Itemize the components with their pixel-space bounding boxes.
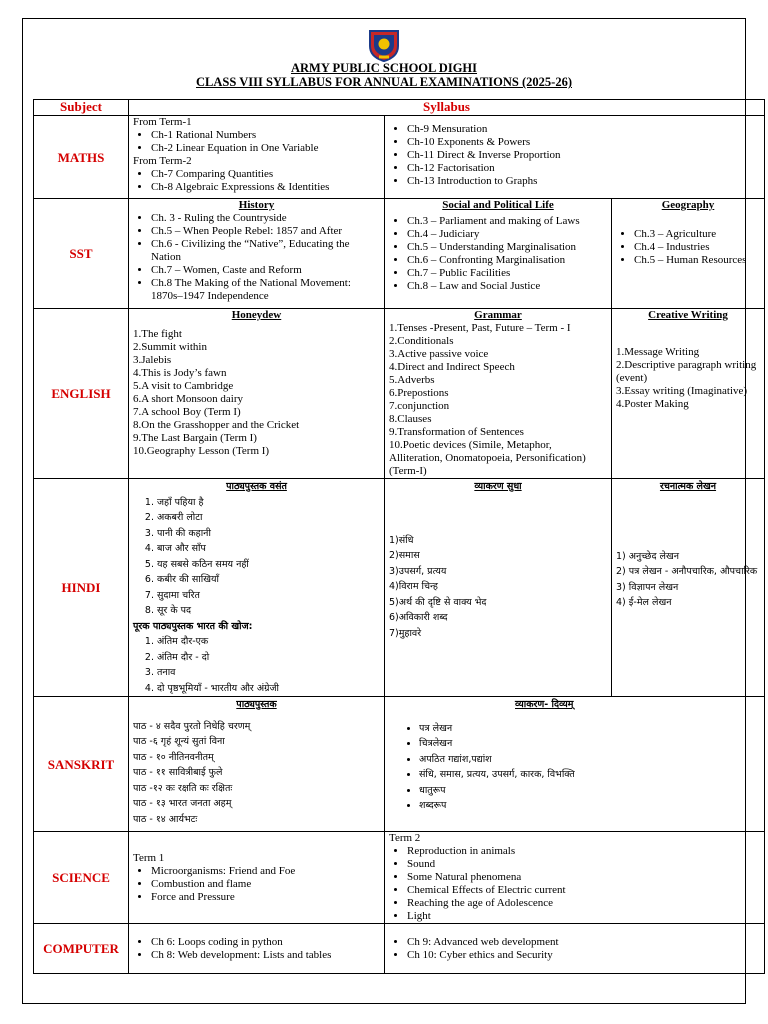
list-item: • Ch 9: Advanced web development xyxy=(407,936,760,949)
list-item: पाठ - १० नीतिनवनीतम् xyxy=(133,751,214,763)
list-item: 5. यह सबसे कठिन समय नहीं xyxy=(157,557,380,573)
sanskrit-book-cell xyxy=(129,697,385,832)
column-heading: History xyxy=(238,199,275,211)
list-item: 10.Poetic devices (Simile, Metaphor, Alliteration, Onomatopoeia, Personification) (Term-I) xyxy=(389,439,586,477)
list-item: 7.conjunction xyxy=(389,400,450,412)
list-item: 1.The fight xyxy=(133,328,182,340)
list-item: 3.Active passive voice xyxy=(389,348,489,360)
subject-label: SST xyxy=(34,199,129,309)
list-item: 4.This is Jody’s fawn xyxy=(133,367,227,379)
computer-right-cell xyxy=(385,924,765,974)
list-item: • Ch-1 Rational Numbers xyxy=(151,129,380,142)
list-item: • Combustion and flame xyxy=(151,878,380,891)
list-item: 4.Direct and Indirect Speech xyxy=(389,361,515,373)
supplementary-heading: पूरक पाठ्यपुस्तक भारत की खोज: xyxy=(133,620,253,632)
term-label: From Term-1 xyxy=(133,116,192,128)
school-crest-logo xyxy=(367,28,401,62)
list-item: 8.Clauses xyxy=(389,413,432,425)
list-item: 5.A visit to Cambridge xyxy=(133,380,234,392)
hindi-row xyxy=(34,479,765,697)
table-header-row xyxy=(34,100,765,116)
science-row xyxy=(34,832,765,924)
chapter-list xyxy=(133,168,380,194)
list-item: पाठ -६ गृहं शून्यं सुतां विना xyxy=(133,736,225,747)
list-item: 4)विराम चिन्ह xyxy=(389,581,438,592)
hindi-grammar-cell xyxy=(385,479,612,697)
sst-geography-cell xyxy=(612,199,765,309)
term-label: Term 1 xyxy=(133,851,165,864)
list-item: पाठ - ११ सावित्रीबाई फुले xyxy=(133,767,223,778)
list-item: 3.Essay writing (Imaginative) xyxy=(616,385,748,397)
list-item: • Ch.3 – Agriculture xyxy=(634,228,760,241)
list-item: 2.Descriptive paragraph writing (event) xyxy=(616,359,757,384)
list-item: • Ch-8 Algebraic Expressions & Identities xyxy=(151,181,380,194)
list-item: 3. पानी की कहानी xyxy=(157,526,380,542)
list-item: 5)अर्थ की दृष्टि से वाक्य भेद xyxy=(389,596,487,608)
list-item: • Ch.8 – Law and Social Justice xyxy=(407,280,607,293)
maths-right-cell xyxy=(385,116,765,199)
sst-history-cell xyxy=(129,199,385,309)
list-item: • Ch.4 – Industries xyxy=(634,241,760,254)
column-heading: Social and Political Life xyxy=(442,199,554,211)
english-honeydew-cell xyxy=(129,309,385,479)
term-label: Term 2 xyxy=(389,832,421,844)
list-item: 7. सुदामा चरित xyxy=(157,588,380,604)
chapter-list xyxy=(389,845,760,923)
sst-row xyxy=(34,199,765,309)
list-item: • धातुरूप xyxy=(419,783,760,799)
list-item: • Ch 10: Cyber ethics and Security xyxy=(407,949,760,962)
list-item: • Some Natural phenomena xyxy=(407,871,760,884)
list-item: • Ch.4 – Judiciary xyxy=(407,228,607,241)
list-item: • पत्र लेखन xyxy=(419,721,760,737)
term-label: From Term-2 xyxy=(133,155,192,167)
school-name: ARMY PUBLIC SCHOOL DIGHI xyxy=(290,61,478,75)
list-item: • Ch-13 Introduction to Graphs xyxy=(407,175,760,188)
list-item: • Ch.6 - Civilizing the “Native”, Educating the Nation xyxy=(151,238,380,264)
grammar-list xyxy=(389,721,760,814)
list-item: 10.Geography Lesson (Term I) xyxy=(133,445,270,457)
list-item: पाठ -१२ कः रक्षति कः रक्षितः xyxy=(133,782,233,794)
list-item: • Ch-9 Mensuration xyxy=(407,123,760,136)
list-item: 7.A school Boy (Term I) xyxy=(133,406,241,418)
sst-spl-cell xyxy=(385,199,612,309)
grammar-list xyxy=(389,533,607,642)
list-item: • Chemical Effects of Electric current xyxy=(407,884,760,897)
list-item: • Reproduction in animals xyxy=(407,845,760,858)
list-item: 2.Summit within xyxy=(133,341,207,353)
list-item: • शब्दरूप xyxy=(419,798,760,814)
list-item: 2) पत्र लेखन - अनौपचारिक, औपचारिक xyxy=(616,566,758,577)
chapter-list xyxy=(133,129,380,155)
list-item: • Ch.7 – Public Facilities xyxy=(407,267,607,280)
grammar-list xyxy=(389,322,607,478)
list-item: 1.Tenses -Present, Past, Future – Term - I xyxy=(389,322,571,334)
syllabus-table xyxy=(33,99,765,974)
list-item: 1. अंतिम दौर-एक xyxy=(157,634,380,650)
list-item: 4.Poster Making xyxy=(616,398,689,410)
hindi-book-cell xyxy=(129,479,385,697)
column-heading: Geography xyxy=(661,199,715,211)
list-item: 2. अंतिम दौर - दो xyxy=(157,650,380,666)
list-item: • Force and Pressure xyxy=(151,891,380,904)
list-item: • Ch-7 Comparing Quantities xyxy=(151,168,380,181)
column-heading: पाठ्यपुस्तक वसंत xyxy=(226,481,287,492)
syllabus-column-header: Syllabus xyxy=(129,100,765,116)
list-item: 3) विज्ञापन लेखन xyxy=(616,581,679,593)
list-item: 8.On the Grasshopper and the Cricket xyxy=(133,419,300,431)
list-item: 6. कबीर की साखियाँ xyxy=(157,572,380,588)
subject-label: ENGLISH xyxy=(34,309,129,479)
list-item: 3)उपसर्ग, प्रत्यय xyxy=(389,565,447,577)
subject-label: SANSKRIT xyxy=(34,697,129,832)
list-item: 8. सूर के पद xyxy=(157,603,380,619)
english-creative-writing-cell xyxy=(612,309,765,479)
list-item: • Ch.7 – Women, Caste and Reform xyxy=(151,264,380,277)
sanskrit-grammar-cell xyxy=(385,697,765,832)
list-item: • Microorganisms: Friend and Foe xyxy=(151,865,380,878)
chapter-list xyxy=(616,228,760,267)
column-heading: Grammar xyxy=(474,309,522,321)
list-item: • Ch.5 – When People Rebel: 1857 and After xyxy=(151,225,380,238)
list-item: 5.Adverbs xyxy=(389,374,435,386)
column-heading: पाठ्यपुस्तक xyxy=(236,699,277,710)
subject-column-header: Subject xyxy=(34,100,129,116)
list-item: • चित्रलेखन xyxy=(419,736,760,752)
maths-row xyxy=(34,116,765,199)
chapter-list xyxy=(389,215,607,293)
creative-writing-list xyxy=(616,346,760,411)
creative-writing-list xyxy=(616,549,760,611)
list-item: 6)अविकारी शब्द xyxy=(389,612,448,623)
list-item: • Ch-12 Factorisation xyxy=(407,162,760,175)
list-item: 1. जहाँ पहिया है xyxy=(157,495,380,511)
list-item: • Ch. 3 - Ruling the Countryside xyxy=(151,212,380,225)
english-grammar-cell xyxy=(385,309,612,479)
chapter-list xyxy=(133,865,380,904)
list-item: पाठ - १४ आर्यभटः xyxy=(133,813,198,825)
list-item: • Light xyxy=(407,910,760,923)
list-item: • अपठित गद्यांश,पद्यांश xyxy=(419,752,760,768)
list-item: 7)मुहावरे xyxy=(389,627,422,639)
column-heading: व्याकरण सुधा xyxy=(474,481,522,492)
list-item: 2)समास xyxy=(389,550,420,561)
computer-left-cell xyxy=(129,924,385,974)
list-item: • Sound xyxy=(407,858,760,871)
chapter-list xyxy=(133,936,380,962)
list-item: 1)संधि xyxy=(389,534,414,546)
subject-label: HINDI xyxy=(34,479,129,697)
document-title: CLASS VIII SYLLABUS FOR ANNUAL EXAMINATIONS (2025-26) xyxy=(196,75,572,89)
list-item: 2.Conditionals xyxy=(389,335,454,347)
chapter-list xyxy=(389,936,760,962)
chapter-list xyxy=(133,495,380,619)
chapter-list xyxy=(389,123,760,188)
list-item: 4. बाज और साँप xyxy=(157,541,380,557)
subject-label: COMPUTER xyxy=(34,924,129,974)
list-item: 9.Transformation of Sentences xyxy=(389,426,524,438)
list-item: • Ch 8: Web development: Lists and tables xyxy=(151,949,380,962)
list-item: 4. दो पृष्ठभूमियाँ - भारतीय और अंग्रेजी xyxy=(157,681,380,697)
subject-label: MATHS xyxy=(34,116,129,199)
column-heading: Honeydew xyxy=(231,309,282,321)
list-item: 4) ई-मेल लेखन xyxy=(616,597,672,608)
science-term1-cell xyxy=(129,832,385,924)
hindi-creative-writing-cell xyxy=(612,479,765,697)
column-heading: व्याकरण- दिव्यम् xyxy=(515,699,574,710)
chapter-list xyxy=(133,328,380,458)
chapter-list xyxy=(133,719,380,828)
list-item: पाठ - १३ भारत जनता अहम् xyxy=(133,798,232,809)
sanskrit-row xyxy=(34,697,765,832)
maths-left-cell xyxy=(129,116,385,199)
list-item: 1) अनुच्छेद लेखन xyxy=(616,550,680,562)
list-item: • Ch.3 – Parliament and making of Laws xyxy=(407,215,607,228)
list-item: • संधि, समास, प्रत्यय, उपसर्ग, कारक, विभक्ति xyxy=(419,767,760,783)
list-item: • Ch-10 Exponents & Powers xyxy=(407,136,760,149)
computer-row xyxy=(34,924,765,974)
list-item: • Ch 6: Loops coding in python xyxy=(151,936,380,949)
list-item: 3.Jalebis xyxy=(133,354,172,366)
list-item: • Reaching the age of Adolescence xyxy=(407,897,760,910)
science-term2-cell xyxy=(385,832,765,924)
list-item: • Ch.5 – Understanding Marginalisation xyxy=(407,241,607,254)
list-item: 2. अकबरी लोटा xyxy=(157,510,380,526)
subject-label: SCIENCE xyxy=(34,832,129,924)
list-item: पाठ - ४ सदैव पुरतो निधेहि चरणम् xyxy=(133,720,251,732)
list-item: 6.A short Monsoon dairy xyxy=(133,393,243,405)
list-item: • Ch.6 – Confronting Marginalisation xyxy=(407,254,607,267)
list-item: • Ch-11 Direct & Inverse Proportion xyxy=(407,149,760,162)
column-heading: Creative Writing xyxy=(648,309,728,321)
list-item: 1.Message Writing xyxy=(616,346,700,358)
list-item: • Ch.5 – Human Resources xyxy=(634,254,760,267)
list-item: 6.Prepostions xyxy=(389,387,449,399)
list-item: • Ch-2 Linear Equation in One Variable xyxy=(151,142,380,155)
list-item: 3. तनाव xyxy=(157,665,380,681)
chapter-list xyxy=(133,212,380,303)
list-item: • Ch.8 The Making of the National Movement: 1870s–1947 Independence xyxy=(151,277,380,303)
list-item: 9.The Last Bargain (Term I) xyxy=(133,432,257,444)
supplementary-list xyxy=(133,634,380,696)
column-heading: रचनात्मक लेखन xyxy=(659,481,717,492)
english-row xyxy=(34,309,765,479)
